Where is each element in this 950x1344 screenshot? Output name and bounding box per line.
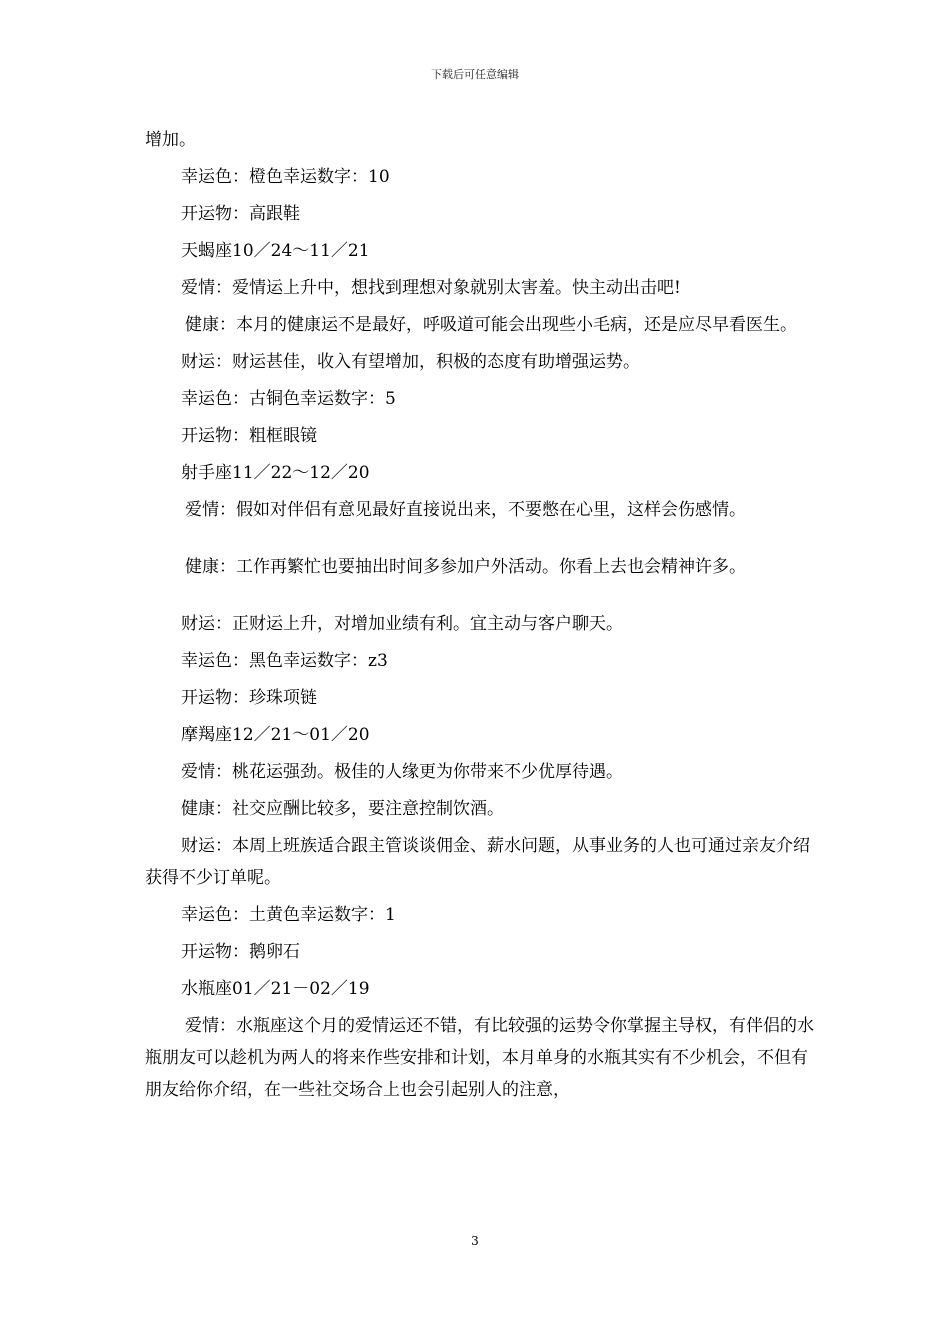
paragraph: 开运物：珍珠项链 [181, 688, 317, 708]
paragraph: 增加。 [145, 130, 196, 150]
paragraph: 财运：本周上班族适合跟主管谈谈佣金、薪水问题，从事业务的人也可通过亲友介绍获得不少订单呢。 [145, 836, 810, 888]
document-body [145, 124, 821, 1111]
paragraph: 爱情：桃花运强劲。极佳的人缘更为你带来不少优厚待遇。 [181, 762, 623, 782]
section-heading: 射手座11／22～12／20 [181, 463, 370, 483]
paragraph: 幸运色：橙色幸运数字：10 [181, 167, 390, 187]
paragraph: 开运物：鹅卵石 [181, 942, 300, 962]
paragraph: 健康：社交应酬比较多，要注意控制饮酒。 [181, 799, 504, 819]
paragraph: 爱情：假如对伴侣有意见最好直接说出来，不要憋在心里，这样会伤感情。 [185, 500, 746, 520]
paragraph: 爱情：爱情运上升中，想找到理想对象就别太害羞。快主动出击吧! [181, 278, 681, 298]
paragraph: 幸运色：古铜色幸运数字：5 [181, 389, 396, 409]
section-heading: 水瓶座01／21－02／19 [181, 979, 370, 999]
section-heading: 摩羯座12／21～01／20 [181, 725, 370, 745]
paragraph: 健康：工作再繁忙也要抽出时间多参加户外活动。你看上去也会精神许多。 [185, 557, 746, 577]
page-number: 3 [471, 1234, 479, 1248]
paragraph: 爱情：水瓶座这个月的爱情运还不错，有比较强的运势令你掌握主导权，有伴侣的水瓶朋友可以趁机为两人的将来作些安排和计划，本月单身的水瓶其实有不少机会，不但有朋友给你介绍，在一些社交场合上也会引起别人的注意， [145, 1016, 814, 1100]
page-header: 下载后可任意编辑 [431, 68, 519, 81]
paragraph: 幸运色：土黄色幸运数字：1 [181, 905, 396, 925]
paragraph: 幸运色：黑色幸运数字：z3 [181, 651, 388, 671]
section-heading: 天蝎座10／24～11／21 [181, 241, 370, 261]
paragraph: 开运物：高跟鞋 [181, 204, 300, 224]
paragraph: 财运：财运甚佳，收入有望增加，积极的态度有助增强运势。 [181, 352, 640, 372]
paragraph: 健康：本月的健康运不是最好，呼吸道可能会出现些小毛病，还是应尽早看医生。 [185, 315, 797, 335]
paragraph: 开运物：粗框眼镜 [181, 426, 317, 446]
paragraph: 财运：正财运上升，对增加业绩有利。宜主动与客户聊天。 [181, 614, 623, 634]
